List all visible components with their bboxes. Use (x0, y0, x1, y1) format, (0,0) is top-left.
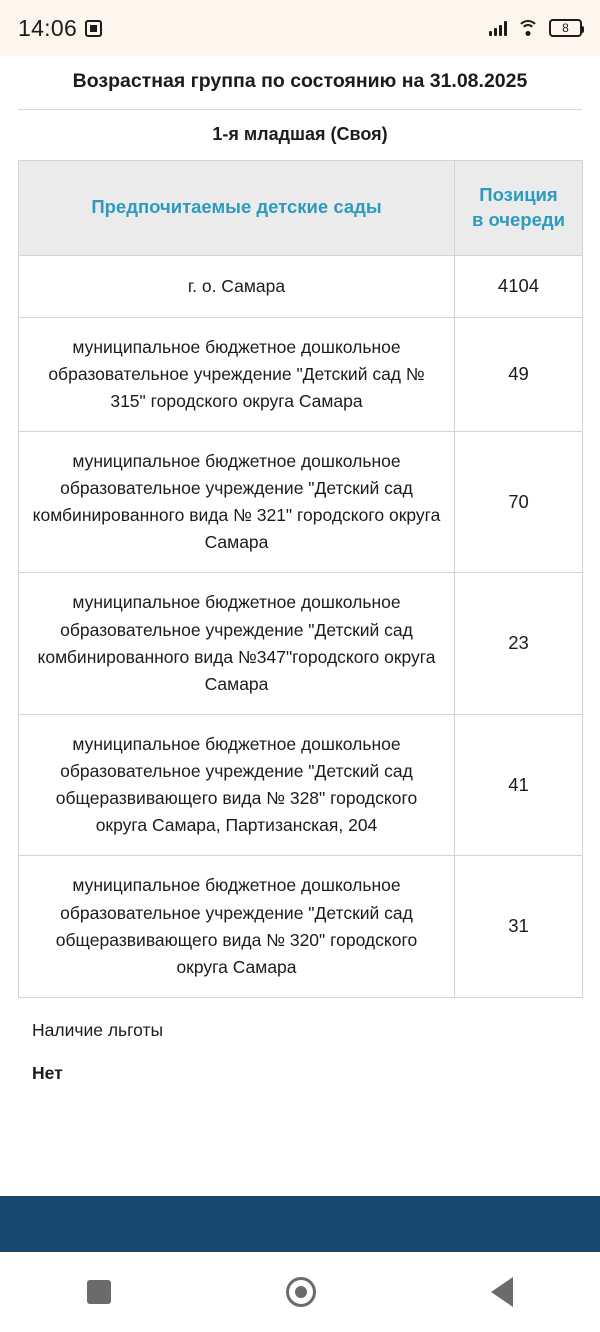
kindergarten-name: муниципальное бюджетное дошкольное образовательное учреждение "Детский сад комбинированного вида № 321" городского округа Самара (19, 431, 455, 573)
home-circle-icon[interactable] (286, 1277, 316, 1307)
kindergarten-name: муниципальное бюджетное дошкольное образовательное учреждение "Детский сад общеразвивающего вида № 320" городского округа Самара (19, 856, 455, 998)
column-header-kindergartens: Предпочитаемые детские сады (19, 161, 455, 256)
kindergarten-name: муниципальное бюджетное дошкольное образовательное учреждение "Детский сад комбинированного вида №347"городского округа Самара (19, 573, 455, 715)
table-row (19, 431, 583, 573)
status-bar-left (18, 15, 102, 42)
age-group-title: 1-я младшая (Своя) (212, 124, 388, 144)
battery-icon (549, 19, 582, 37)
page-content (0, 56, 600, 1084)
back-triangle-icon[interactable] (491, 1277, 513, 1307)
benefit-label: Наличие льготы (32, 1019, 164, 1040)
app-bottom-bar (0, 1196, 600, 1252)
battery-level: 8 (562, 21, 569, 35)
page-title: Возрастная группа по состоянию на 31.08.2025 (72, 70, 528, 92)
system-navigation-bar (0, 1252, 600, 1332)
queue-position: 31 (455, 856, 583, 998)
queue-table (18, 160, 583, 998)
queue-position: 70 (455, 431, 583, 573)
queue-position: 23 (455, 573, 583, 715)
kindergarten-name: г. о. Самара (19, 255, 455, 317)
table-header-row (19, 161, 583, 256)
status-clock: 14:06 (18, 14, 78, 41)
column-header-position-line2: в очереди (471, 208, 566, 230)
app-chip-icon (85, 20, 102, 37)
table-row (19, 255, 583, 317)
kindergarten-name: муниципальное бюджетное дошкольное образовательное учреждение "Детский сад № 315" городского округа Самара (19, 317, 455, 431)
queue-position: 49 (455, 317, 583, 431)
kindergarten-name: муниципальное бюджетное дошкольное образовательное учреждение "Детский сад общеразвивающего вида № 328" городского округа Самара, Партизанская, 204 (19, 714, 455, 856)
status-bar-right (489, 19, 582, 37)
wifi-icon (517, 20, 539, 36)
queue-position: 4104 (455, 255, 583, 317)
column-header-position (455, 161, 583, 256)
status-bar (0, 0, 600, 56)
column-header-position-line1: Позиция (479, 184, 558, 205)
queue-table-head (19, 161, 583, 256)
signal-icon (489, 20, 507, 36)
benefit-value: Нет (32, 1062, 63, 1083)
table-row (19, 317, 583, 431)
table-row (19, 856, 583, 998)
table-row (19, 573, 583, 715)
queue-position: 41 (455, 714, 583, 856)
recents-square-icon[interactable] (87, 1280, 111, 1304)
queue-table-body (19, 255, 583, 997)
table-row (19, 714, 583, 856)
